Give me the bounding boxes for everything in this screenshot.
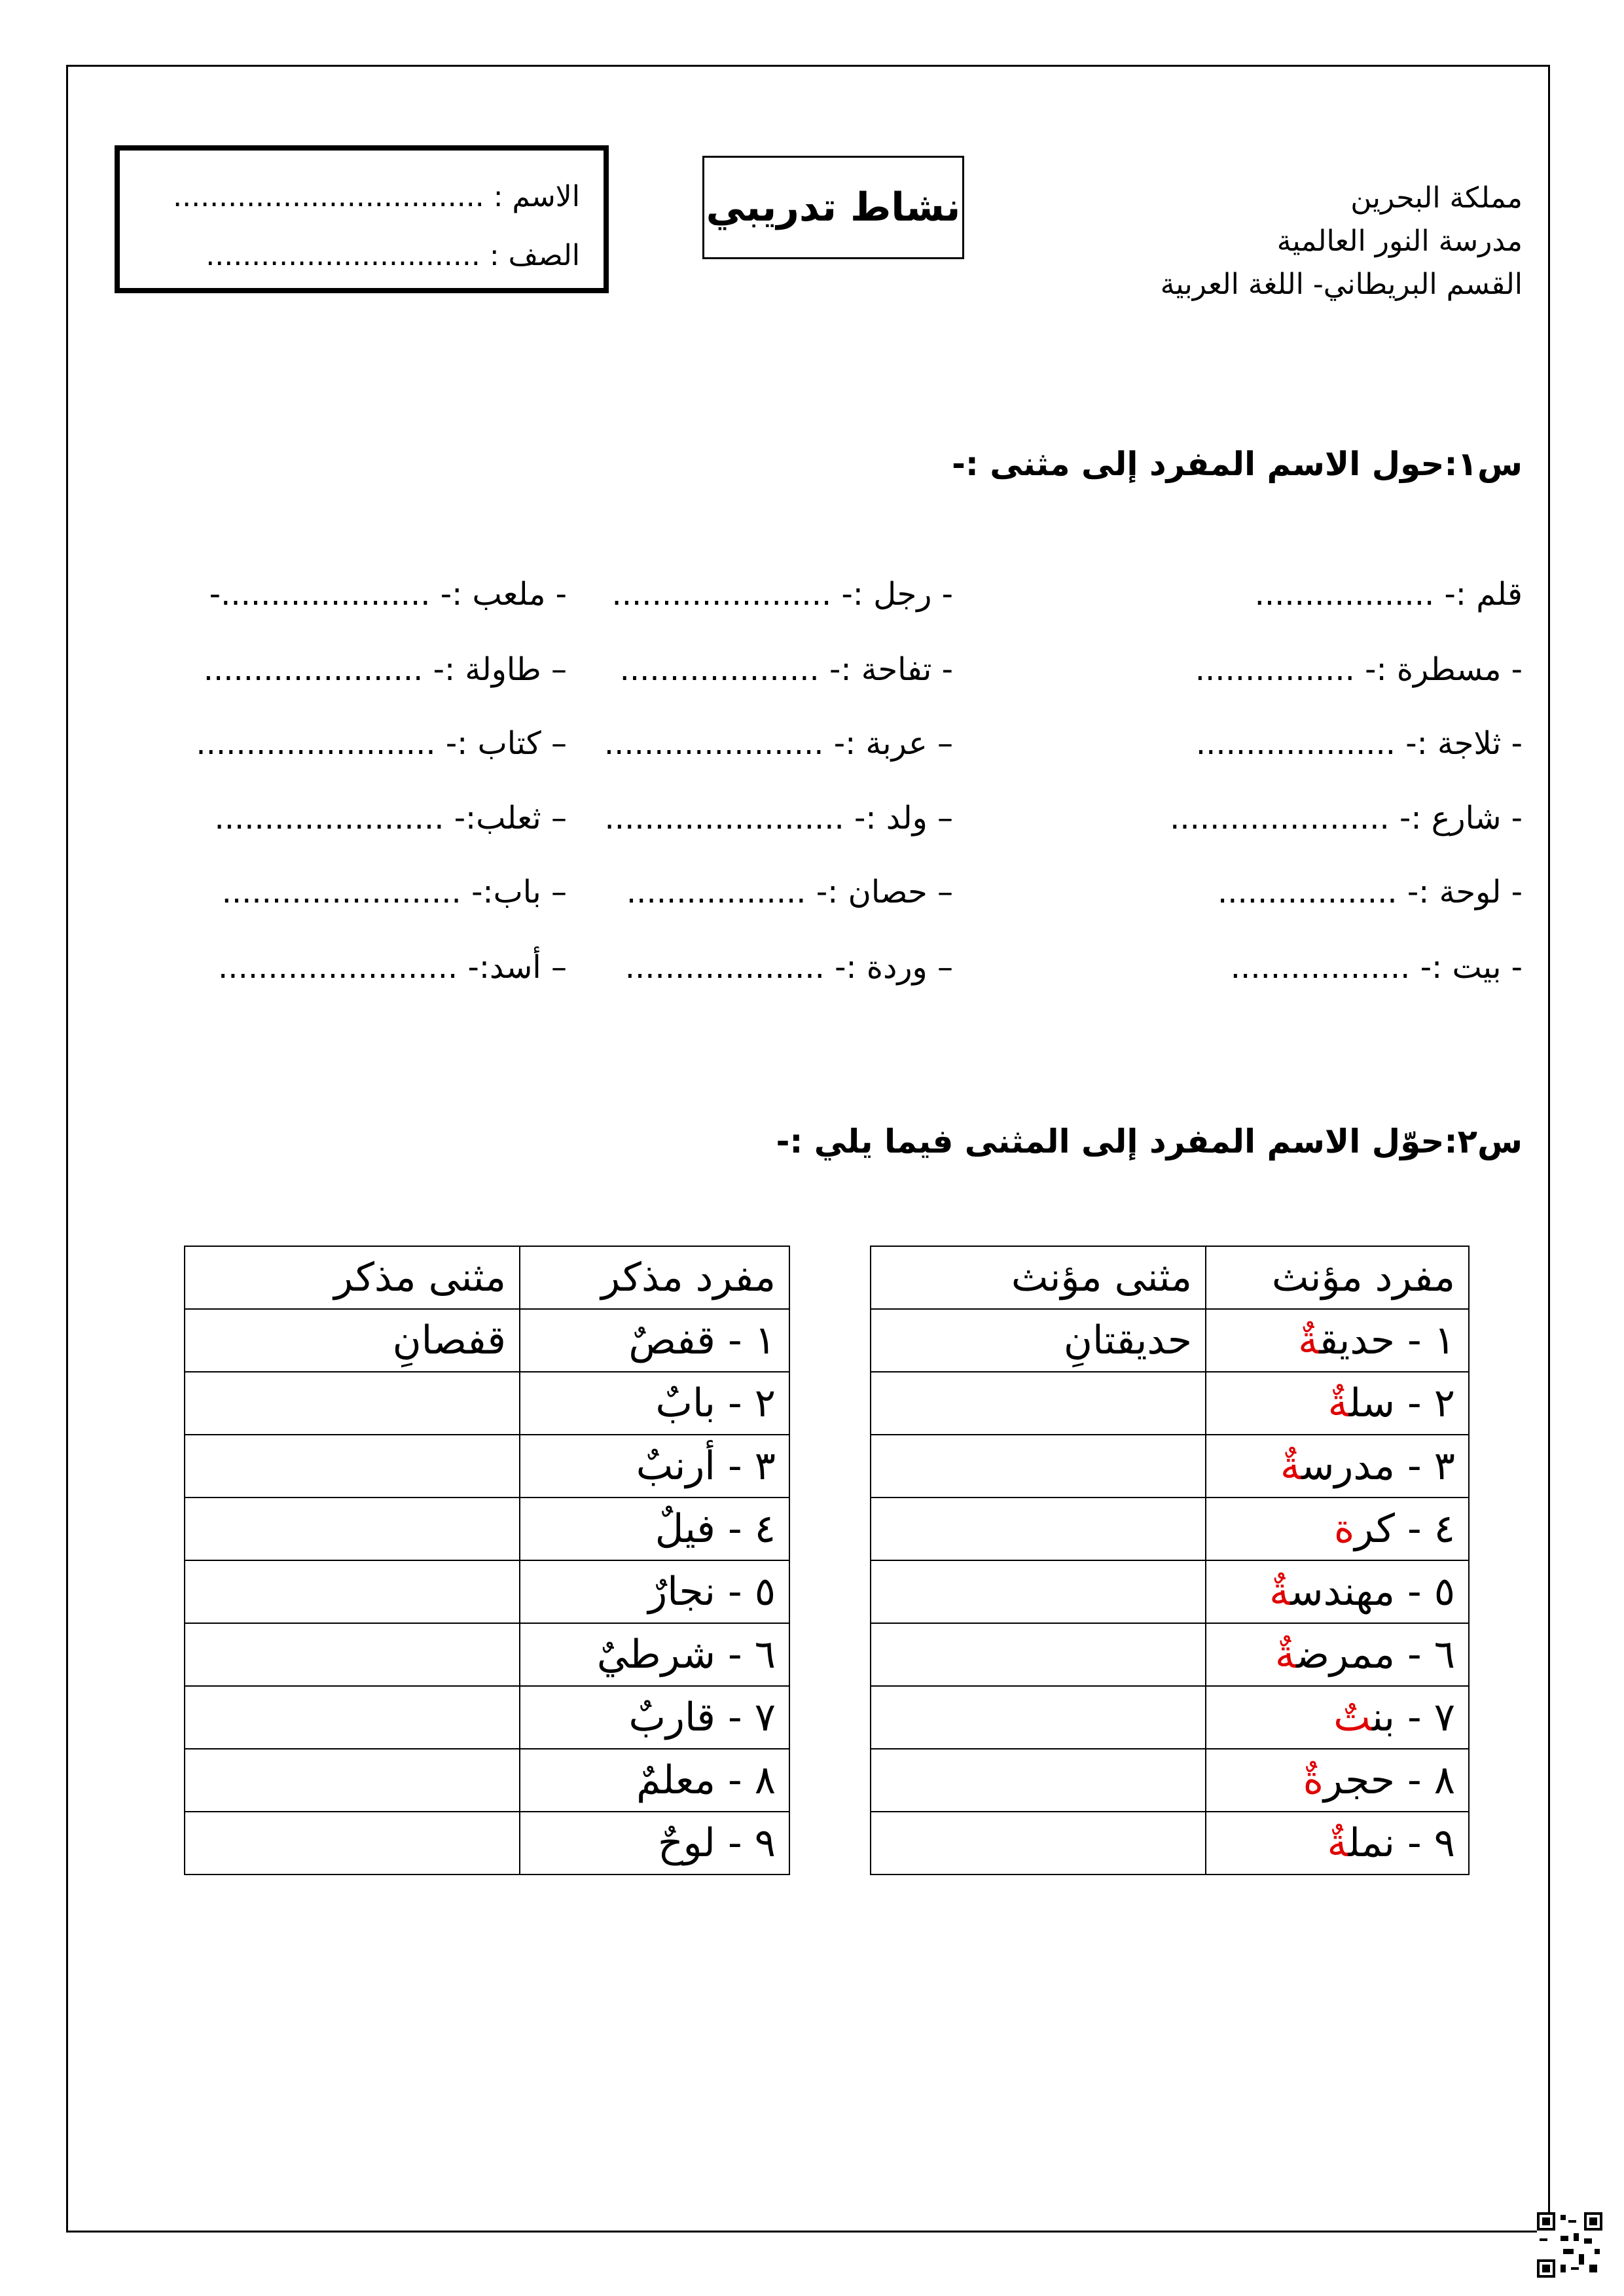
masculine-dual-cell[interactable] (185, 1498, 520, 1560)
table-row (871, 1686, 1469, 1749)
class-field[interactable]: .............................. (206, 239, 480, 272)
exercise-item[interactable]: – ولد :- ........................ (604, 800, 953, 836)
question-2-title: س٢:حوّل الاسم المفرد إلى المثنى فيما يلي :- (776, 1122, 1523, 1160)
school-info (1161, 177, 1523, 306)
masculine-dual-cell[interactable] (185, 1435, 520, 1498)
item-number: ١ - (1394, 1318, 1455, 1363)
feminine-singular-cell (1206, 1309, 1469, 1372)
feminine-dual-cell[interactable] (871, 1372, 1206, 1435)
exercise-item[interactable]: - مسطرة :- ................ (1195, 651, 1523, 688)
feminine-singular-cell (1206, 1749, 1469, 1812)
masculine-dual-header: مثنى مذكر (185, 1246, 520, 1309)
exercise-item[interactable]: - ملعب :- .....................- (209, 576, 567, 613)
exercise-item[interactable]: – عربة :- ...................... (604, 725, 953, 762)
feminine-dual-cell[interactable] (871, 1686, 1206, 1749)
feminine-singular-cell (1206, 1560, 1469, 1623)
feminine-table (870, 1246, 1470, 1875)
masculine-singular-cell: ١ - قفصٌ (520, 1309, 789, 1372)
table-row (871, 1560, 1469, 1623)
exercise-item[interactable]: – باب:- ........................ (221, 874, 567, 910)
exercise-item[interactable]: - رجل :- ...................... (611, 576, 953, 613)
feminine-singular-cell (1206, 1812, 1469, 1874)
table-row (185, 1498, 789, 1560)
feminine-singular-cell (1206, 1623, 1469, 1686)
feminine-dual-cell[interactable] (871, 1623, 1206, 1686)
table-row (871, 1812, 1469, 1874)
masculine-table (184, 1246, 790, 1875)
feminine-singular-cell (1206, 1498, 1469, 1560)
table-row (185, 1686, 789, 1749)
table-row (871, 1372, 1469, 1435)
masculine-dual-cell[interactable] (185, 1812, 520, 1874)
school-line-3: القسم البريطاني- اللغة العربية (1160, 268, 1523, 301)
feminine-dual-cell[interactable] (871, 1560, 1206, 1623)
table-row (871, 1435, 1469, 1498)
exercise-row (196, 874, 1523, 926)
word-stem: كر (1354, 1506, 1395, 1552)
feminine-ending: ةٌ (1327, 1820, 1348, 1866)
masculine-dual-cell[interactable] (185, 1686, 520, 1749)
table-row (871, 1749, 1469, 1812)
feminine-dual-cell[interactable] (871, 1498, 1206, 1560)
name-field[interactable]: .................................. (173, 180, 484, 213)
feminine-singular-cell (1206, 1435, 1469, 1498)
table-row (185, 1309, 789, 1372)
exercise-row (196, 725, 1523, 778)
feminine-dual-cell[interactable] (871, 1435, 1206, 1498)
table-row (871, 1623, 1469, 1686)
feminine-singular-cell (1206, 1372, 1469, 1435)
item-number: ٩ - (1394, 1820, 1455, 1866)
name-label: الاسم : (493, 180, 580, 213)
worksheet-title: نشاط تدريبي (702, 156, 964, 259)
exercise-row (196, 651, 1523, 704)
question-1-title: س١:حول الاسم المفرد إلى مثنى :- (952, 445, 1523, 483)
masculine-dual-cell[interactable] (185, 1560, 520, 1623)
table-row (185, 1560, 789, 1623)
exercise-item[interactable]: – طاولة :- ...................... (203, 651, 567, 688)
feminine-dual-cell[interactable]: حديقتانِ (871, 1309, 1206, 1372)
student-info-box (115, 145, 609, 293)
word-stem: حجر (1324, 1757, 1395, 1803)
class-label: الصف : (489, 239, 580, 272)
item-number: ٣ - (1394, 1443, 1455, 1489)
table-row (185, 1372, 789, 1435)
masculine-singular-cell: ٣ - أرنبٌ (520, 1435, 789, 1498)
exercise-item[interactable]: - لوحة :- .................. (1217, 874, 1523, 910)
word-stem: سل (1348, 1380, 1395, 1426)
item-number: ٢ - (1394, 1380, 1455, 1426)
table-row (871, 1498, 1469, 1560)
exercise-item[interactable]: – كتاب :- ........................ (196, 725, 567, 762)
masculine-dual-cell[interactable]: قفصانِ (185, 1309, 520, 1372)
exercise-item[interactable]: - ثلاجة :- .................... (1195, 725, 1523, 762)
masculine-singular-cell: ٤ - فيلٌ (520, 1498, 789, 1560)
word-stem: ممرض (1296, 1632, 1395, 1677)
qr-code-icon (1537, 2212, 1602, 2278)
feminine-dual-cell[interactable] (871, 1812, 1206, 1874)
exercise-item[interactable]: قلم :- .................. (1254, 576, 1523, 613)
exercise-item[interactable]: - تفاحة :- .................... (619, 651, 953, 688)
table-row (185, 1749, 789, 1812)
masculine-dual-cell[interactable] (185, 1623, 520, 1686)
masculine-singular-cell: ٧ - قاربٌ (520, 1686, 789, 1749)
item-number: ٤ - (1394, 1506, 1455, 1552)
masculine-singular-cell: ٦ - شرطيٌ (520, 1623, 789, 1686)
word-stem: مهندس (1290, 1569, 1395, 1615)
exercise-item[interactable]: – حصان :- .................. (626, 874, 953, 910)
item-number: ٧ - (1394, 1695, 1455, 1740)
feminine-ending: ةٌ (1327, 1380, 1349, 1426)
word-stem: بن (1372, 1695, 1395, 1740)
school-line-1: مملكة البحرين (1350, 181, 1523, 215)
table-row (185, 1623, 789, 1686)
exercise-item[interactable]: – أسد:- ........................ (218, 949, 567, 986)
exercise-row (196, 800, 1523, 852)
name-row[interactable] (133, 168, 580, 226)
word-stem: مدرس (1301, 1443, 1395, 1489)
feminine-ending: ةٌ (1298, 1318, 1320, 1363)
exercise-row (196, 576, 1523, 628)
exercise-row (196, 949, 1523, 1001)
class-row[interactable] (133, 226, 580, 285)
feminine-ending: ة (1333, 1506, 1355, 1552)
table-row (185, 1435, 789, 1498)
item-number: ٥ - (1394, 1569, 1455, 1615)
feminine-table-header (871, 1246, 1469, 1309)
feminine-singular-cell (1206, 1686, 1469, 1749)
masculine-table-header (185, 1246, 789, 1309)
feminine-dual-header: مثنى مؤنث (871, 1246, 1206, 1309)
feminine-ending: ةٌ (1303, 1757, 1324, 1803)
word-stem: حديق (1319, 1318, 1395, 1363)
masculine-dual-cell[interactable] (185, 1749, 520, 1812)
table-row (871, 1309, 1469, 1372)
exercise-item[interactable]: - شارع :- ...................... (1170, 800, 1523, 836)
masculine-singular-header: مفرد مذكر (520, 1246, 789, 1309)
feminine-ending: ةٌ (1269, 1569, 1291, 1615)
word-stem: نمل (1348, 1820, 1395, 1866)
feminine-ending: ةٌ (1280, 1443, 1302, 1489)
feminine-dual-cell[interactable] (871, 1749, 1206, 1812)
masculine-singular-cell: ٢ - بابٌ (520, 1372, 789, 1435)
table-row (185, 1812, 789, 1874)
exercise-item[interactable]: – وردة :- .................... (624, 949, 953, 986)
masculine-singular-cell: ٥ - نجارٌ (520, 1560, 789, 1623)
feminine-ending: تٌ (1333, 1695, 1373, 1740)
exercise-item[interactable]: - بيت :- .................. (1230, 949, 1523, 986)
item-number: ٦ - (1394, 1632, 1455, 1677)
feminine-singular-header: مفرد مؤنث (1206, 1246, 1469, 1309)
masculine-singular-cell: ٨ - معلمٌ (520, 1749, 789, 1812)
item-number: ٨ - (1394, 1757, 1455, 1803)
school-line-2: مدرسة النور العالمية (1276, 224, 1523, 258)
masculine-dual-cell[interactable] (185, 1372, 520, 1435)
exercise-item[interactable]: – ثعلب:- ....................... (214, 800, 567, 836)
feminine-ending: ةٌ (1274, 1632, 1297, 1677)
masculine-singular-cell: ٩ - لوحٌ (520, 1812, 789, 1874)
